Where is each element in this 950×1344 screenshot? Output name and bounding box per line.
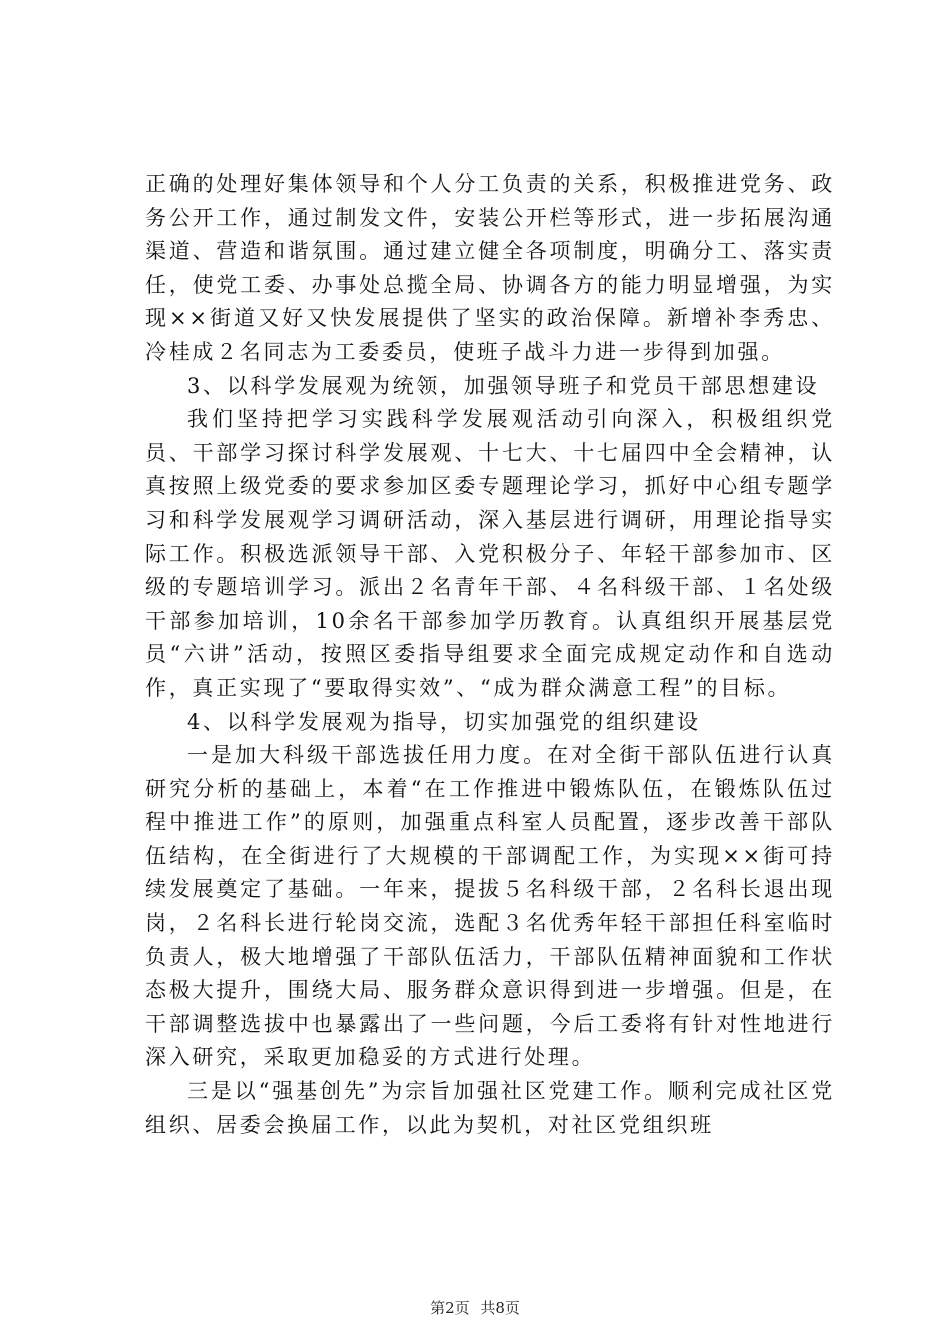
paragraph-3: 一是加大科级干部选拔任用力度。在对全街干部队伍进行认真研究分析的基础上，本着“在工作推进中锻炼队伍，在锻炼队伍过程中推进工作”的原则，加强重点科室人员配置，逐步改善干部队伍结构，在全街进行了大规模的干部调配工作，为实现××街可持续发展奠定了基础。一年来，提拔５名科级干部，２名科长退出现岗，２名科长进行轮岗交流，选配３名优秀年轻干部担任科室临时负责人，极大地增强了干部队伍活力，干部队伍精神面貌和工作状态极大提升，围绕大局、服务群众意识得到进一步增强。但是，在干部调整选拔中也暴露出了一些问题，今后工委将有针对性地进行深入研究，采取更加稳妥的方式进行处理。 <box>145 743 835 1070</box>
paragraph-4: 三是以“强基创先”为宗旨加强社区党建工作。顺利完成社区党组织、居委会换届工作，以此为契机，对社区党组织班 <box>145 1079 835 1137</box>
page-number: 第2页 <box>430 1299 470 1317</box>
section-heading-4: 4、以科学发展观为指导，切实加强党的组织建设 <box>187 709 701 734</box>
page-total: 共8页 <box>480 1299 520 1317</box>
section-heading-3: 3、以科学发展观为统领，加强领导班子和党员干部思想建设 <box>187 373 820 398</box>
page-footer <box>0 1297 950 1318</box>
paragraph-2: 我们坚持把学习实践科学发展观活动引向深入，积极组织党员、干部学习探讨科学发展观、十七大、十七届四中全会精神，认真按照上级党委的要求参加区委专题理论学习，抓好中心组专题学习和科学发展观学习调研活动，深入基层进行调研，用理论指导实际工作。积极选派领导干部、入党积极分子、年轻干部参加市、区级的专题培训学习。派出２名青年干部、４名科级干部、１名处级干部参加培训，10余名干部参加学历教育。认真组织开展基层党员“六讲”活动，按照区委指导组要求全面完成规定动作和自选动作，真正实现了“要取得实效”、“成为群众满意工程”的目标。 <box>145 407 835 700</box>
document-body <box>145 168 835 1142</box>
paragraph-1: 正确的处理好集体领导和个人分工负责的关系，积极推进党务、政务公开工作，通过制发文件，安装公开栏等形式，进一步拓展沟通渠道、营造和谐氛围。通过建立健全各项制度，明确分工、落实责任，使党工委、办事处总揽全局、协调各方的能力明显增强，为实现××街道又好又快发展提供了坚实的政治保障。新增补李秀忠、冷桂成２名同志为工委委员，使班子战斗力进一步得到加强。 <box>145 172 835 364</box>
